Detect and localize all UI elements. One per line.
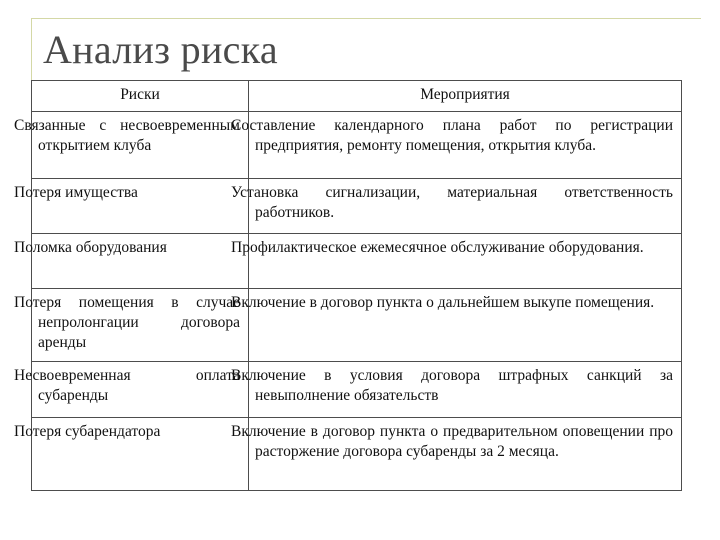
table-row xyxy=(32,234,682,289)
risk-text: Потеря помещения в случае непролонгации договора аренды xyxy=(14,294,240,351)
header-measures: Мероприятия xyxy=(249,81,682,112)
measure-cell xyxy=(231,234,682,289)
risk-cell xyxy=(14,289,249,362)
risk-text: Поломка оборудования xyxy=(14,239,167,256)
measure-cell xyxy=(231,179,682,234)
measure-cell xyxy=(231,112,682,179)
risk-text: Потеря имущества xyxy=(14,184,138,201)
table-row xyxy=(32,179,682,234)
risk-text: Потеря субарендатора xyxy=(14,423,161,440)
risk-analysis-table xyxy=(14,80,682,491)
measure-text: Включение в договор пункта о предварительном оповещении про расторжение договора субаренды за 2 месяца. xyxy=(231,423,673,460)
risk-cell xyxy=(14,362,249,418)
measure-text: Профилактическое ежемесячное обслуживание оборудования. xyxy=(231,239,644,256)
table-row xyxy=(32,112,682,179)
table-row xyxy=(32,289,682,362)
risk-text: Связанные с несвоевременным открытием клуба xyxy=(14,117,240,154)
slide-title: Анализ риска xyxy=(43,27,278,72)
measure-cell xyxy=(231,418,682,491)
slide-frame-top-line xyxy=(31,18,701,19)
risk-cell xyxy=(14,234,249,289)
table-row xyxy=(32,418,682,491)
risk-cell xyxy=(14,112,249,179)
risk-text: Несвоевременная оплата субаренды xyxy=(14,367,240,404)
measure-cell xyxy=(231,362,682,418)
measure-text: Включение в договор пункта о дальнейшем выкупе помещения. xyxy=(231,294,655,311)
risk-cell xyxy=(14,179,249,234)
measure-text: Установка сигнализации, материальная ответственность работников. xyxy=(231,184,673,221)
measure-text: Составление календарного плана работ по регистрации предприятия, ремонту помещения, открытия клуба. xyxy=(231,117,673,154)
table-row xyxy=(32,362,682,418)
measure-cell xyxy=(231,289,682,362)
header-risks: Риски xyxy=(32,81,249,112)
table-header-row xyxy=(32,81,682,112)
measure-text: Включение в условия договора штрафных санкций за невыполнение обязательств xyxy=(231,367,673,404)
slide-frame-left-line xyxy=(31,18,32,80)
risk-cell xyxy=(14,418,249,491)
